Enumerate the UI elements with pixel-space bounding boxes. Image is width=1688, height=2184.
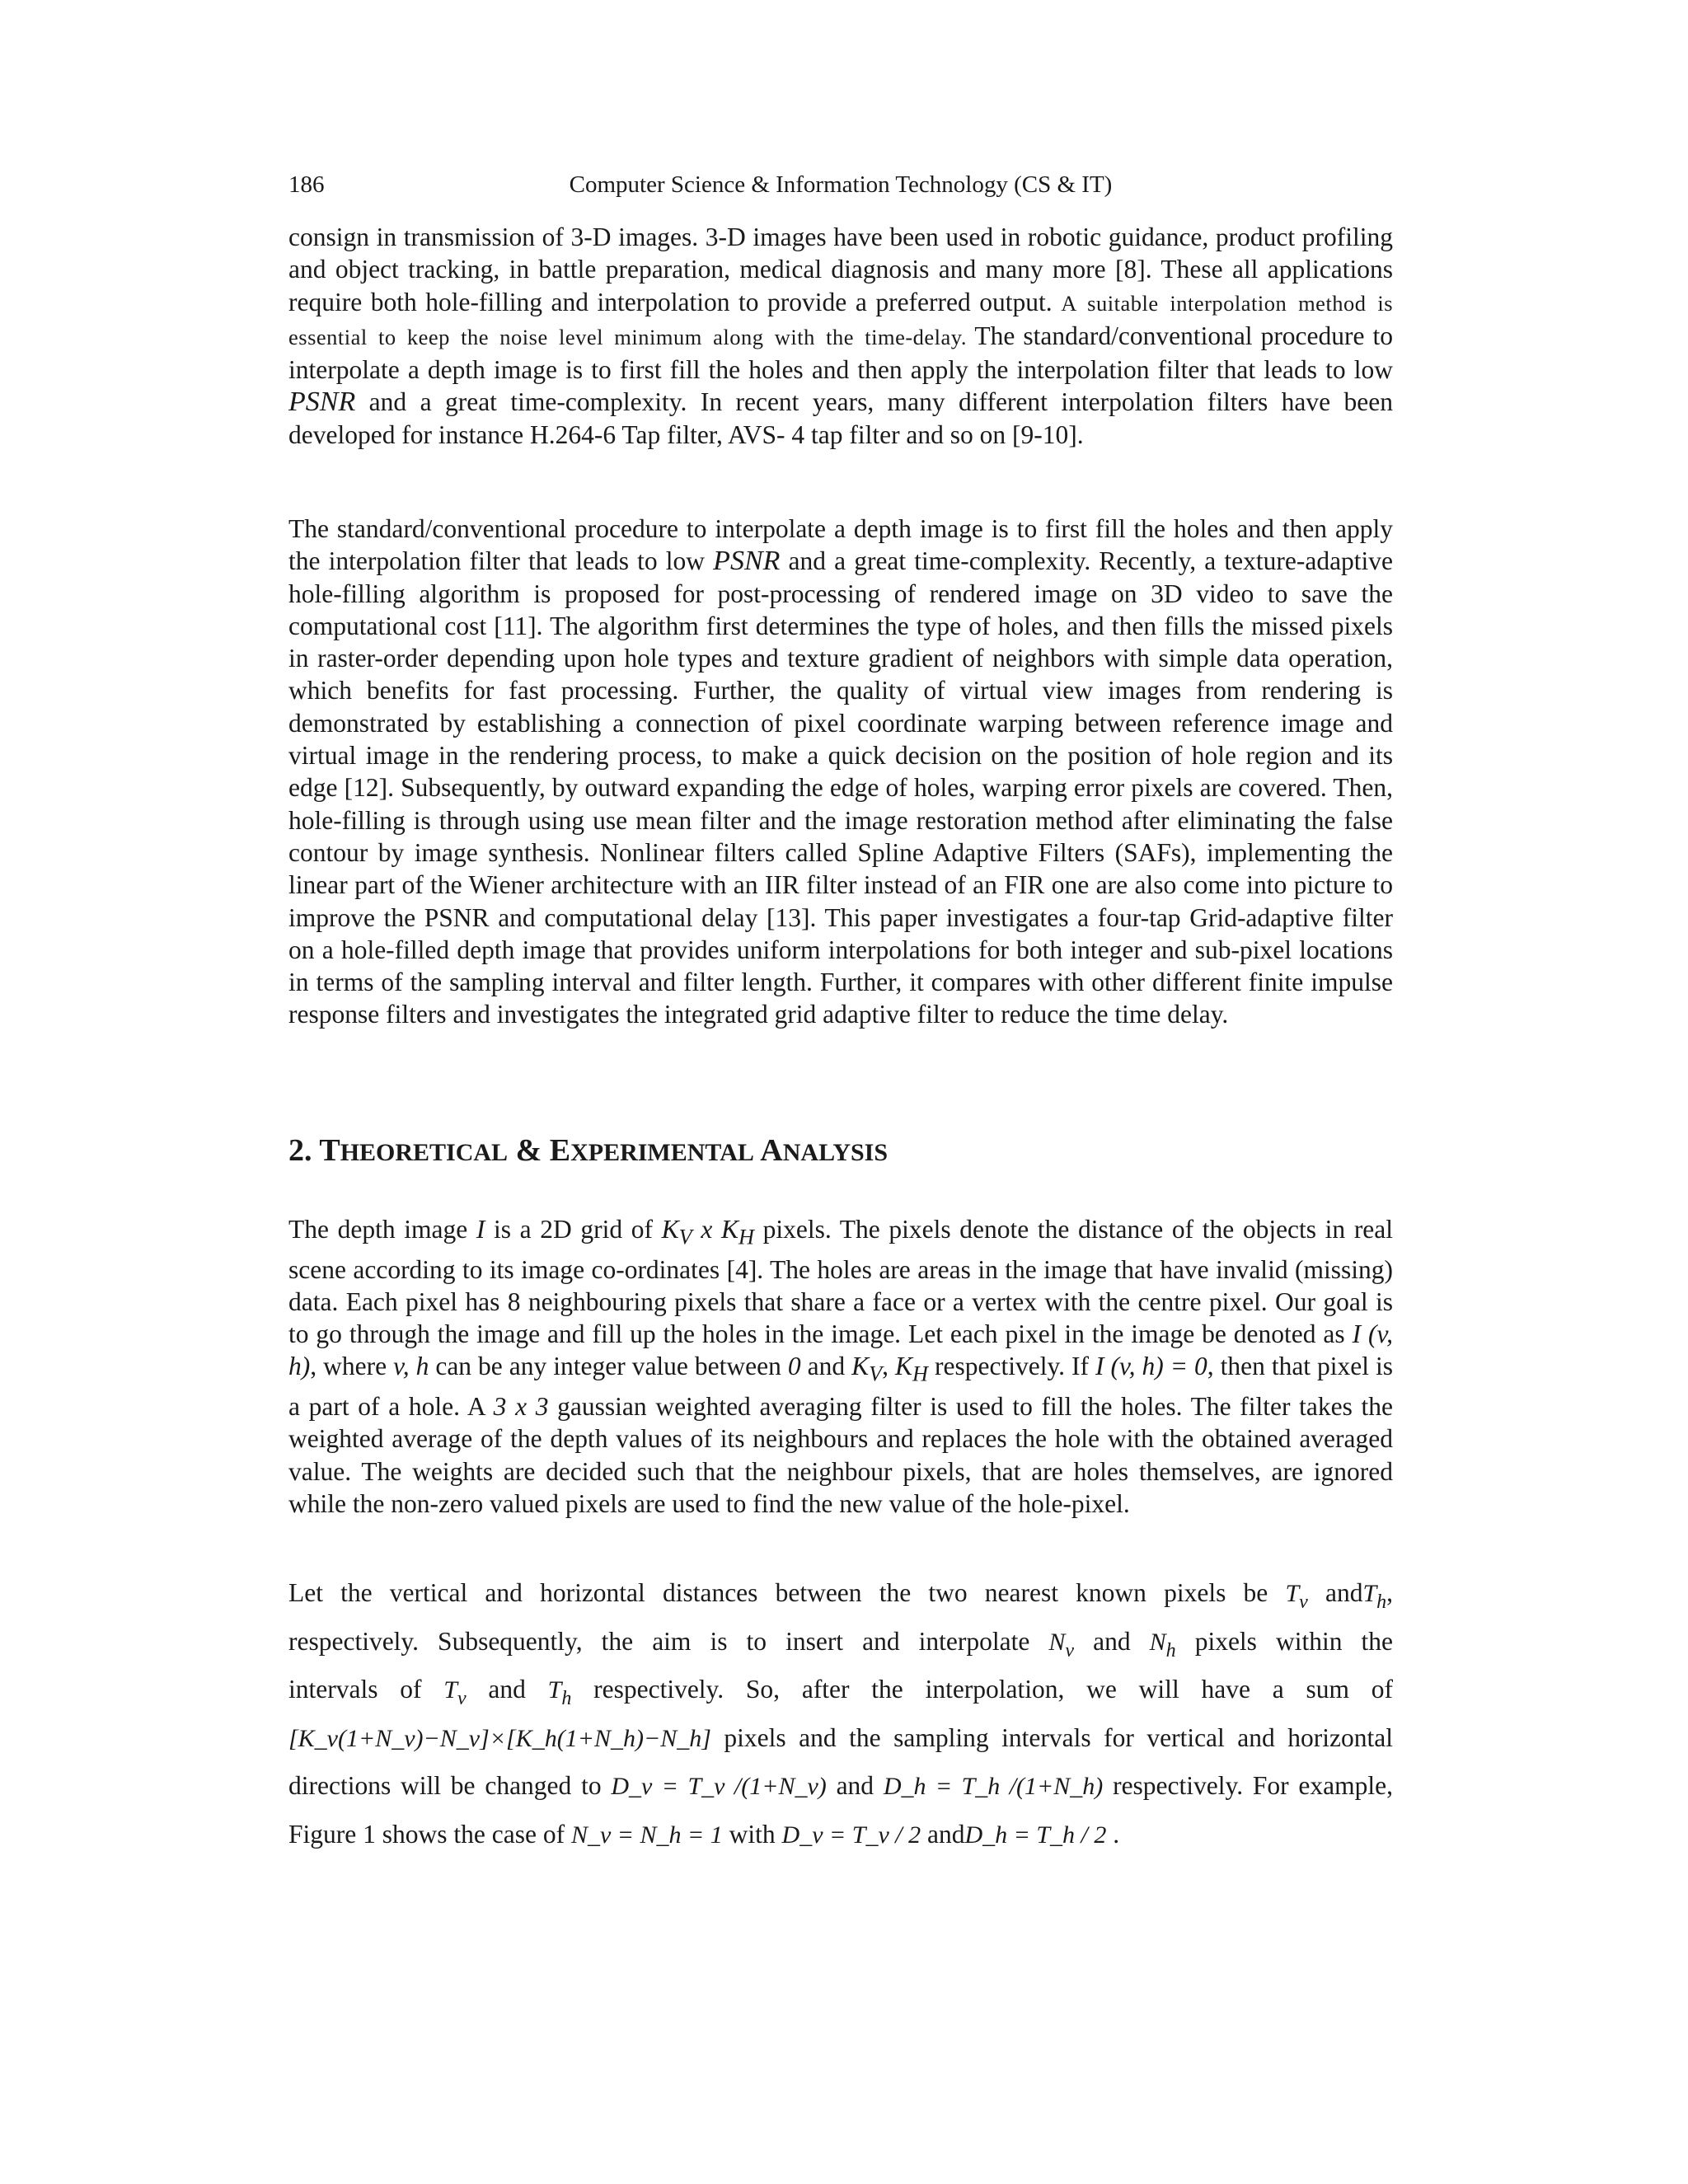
page-number: 186 <box>288 171 325 198</box>
formula-dh-half: D_h = T_h / 2 <box>964 1821 1107 1849</box>
para4-text: and <box>836 1771 874 1801</box>
math-subscript: H <box>912 1361 929 1386</box>
math-symbol: T <box>443 1676 457 1704</box>
para2-text-b: and a great time-complexity. Recently, a texture-adaptive hole-filling algorithm is proposed for post-processing of rendered image on 3D video to save the computational cost [11]. The algorithm first determines the type of holes, and then fills the missed pixels in raster-order depending upon hole types and texture gradient of neighbors with simple data operation, which benefits for fast processing. Further, the quality of virtual view images from rendering is demonstrated by establishing a connection of pixel coordinate warping between reference image and virtual image in the rendering process, to make a quick decision on the position of hole region and its edge [12]. Subsequently, by outward expanding the edge of holes, warping error pixels are covered. Then, hole-filling is through using use mean filter and the image restoration method after eliminating the false contour by image synthesis. Nonlinear filters called Spline Adaptive Filters (SAFs), implementing the linear part of the Wiener architecture with an IIR filter instead of an FIR one are also come into picture to improve the PSNR and computational delay [13]. This paper investigates a four-tap Grid-adaptive filter on a hole-filled depth image that provides uniform interpolations for both integer and sub-pixel locations in terms of the sampling interval and filter length. Further, it compares with other different finite impulse response filters and investigates the integrated grid adaptive filter to reduce the time delay. <box>288 546 1394 1029</box>
para3-text: , then that pixel is a part of a hole. A <box>288 1352 1394 1422</box>
math-subscript: v <box>1299 1591 1308 1613</box>
formula-pixel-count: [K_v(1+N_v)−N_v]×[K_h(1+N_h)−N_h] <box>288 1724 711 1752</box>
heading-small-caps: NALYSIS <box>782 1139 889 1166</box>
para3-text: gaussian weighted averaging filter is used to fill the holes. The filter takes the weighted average of the depth values of its neighbours and replaces the hole with the obtained averaged value. The weights are decided such that the neighbour pixels, that are holes themselves, are ignored while the non-zero valued pixels are used to find the new value of the hole-pixel. <box>288 1392 1394 1518</box>
math-subscript: h <box>1376 1591 1387 1613</box>
math-symbol: v, h <box>393 1352 429 1381</box>
math-symbol <box>1048 1628 1075 1661</box>
heading-initial: T <box>319 1133 340 1168</box>
para3-text: pixels. The pixels denote the distance of the objects in real scene according to its image co-ordinates [4]. The holes are areas in the image that have invalid (missing) data. Each pixel has 8 neighbouring pixels that share a face or a vertex with the centre pixel. Our goal is to go through the image and fill up the holes in the image. Let each pixel in the image be denoted as <box>288 1215 1394 1349</box>
psnr-symbol: PSNR <box>713 546 781 577</box>
math-subscript: H <box>738 1225 754 1249</box>
para4-text: with <box>729 1819 776 1849</box>
para4-text: and <box>1325 1578 1363 1607</box>
page-header <box>288 171 1393 208</box>
para3-text: can be any integer value between <box>435 1352 781 1381</box>
math-symbol: I (v, h) = 0 <box>1095 1352 1207 1381</box>
para4-text: intervals of <box>288 1675 422 1704</box>
section-heading <box>288 1132 1393 1169</box>
math-symbol: 3 x 3 <box>493 1392 549 1422</box>
heading-small-caps: XPERIMENTAL <box>570 1139 754 1166</box>
paragraph-2 <box>288 513 1393 1031</box>
para1-text-small: A suitable interpolation method is essential to keep the noise level minimum along with the time-delay. <box>288 290 1394 349</box>
running-head: Computer Science & Information Technology (CS & IT) <box>569 171 1113 198</box>
para4-text: pixels within the <box>1194 1626 1394 1656</box>
math-symbol: 0 <box>787 1352 801 1381</box>
math-subscript: v <box>457 1688 467 1710</box>
para4-text: and <box>1093 1626 1131 1656</box>
para3-text: , where <box>310 1352 387 1381</box>
para4-text: pixels and the sampling intervals for vertical and horizontal <box>724 1722 1394 1752</box>
math-subscript: h <box>1165 1639 1176 1661</box>
math-symbol: N <box>1149 1628 1166 1656</box>
para4-text: respectively. For example, <box>1113 1771 1394 1801</box>
text-line <box>288 1666 1393 1714</box>
heading-initial: E <box>549 1133 571 1168</box>
math-symbol <box>547 1676 572 1710</box>
para4-text: respectively. Subsequently, the aim is to insert and interpolate <box>288 1626 1030 1656</box>
math-subscript: v <box>1065 1639 1075 1661</box>
para4-text: respectively. So, after the interpolation, we will have a sum of <box>593 1675 1393 1704</box>
formula-dv-half: D_v = T_v / 2 <box>781 1821 921 1849</box>
section-number: 2. <box>288 1133 312 1168</box>
paragraph-3 <box>288 1213 1393 1520</box>
para4-text: and <box>926 1819 965 1849</box>
text-line <box>288 1714 1393 1763</box>
math-symbol: K <box>895 1352 913 1381</box>
math-symbol <box>1285 1580 1308 1613</box>
para2-text-a: The standard/conventional procedure to interpolate a depth image is to first fill the holes and then apply the interpolation filter that leads to low <box>288 514 1393 576</box>
text-line <box>288 1811 1393 1859</box>
text-line <box>288 1762 1393 1811</box>
heading-small-caps: HEORETICAL <box>340 1139 509 1166</box>
heading-ampersand: & <box>515 1133 542 1168</box>
paragraph-1 <box>288 221 1393 451</box>
para3-text: The depth image <box>288 1215 468 1244</box>
para4-text: Figure 1 shows the case of <box>288 1819 565 1849</box>
para3-text: and <box>807 1352 846 1381</box>
para4-text: and <box>488 1675 526 1704</box>
formula-dh: D_h = T_h /(1+N_h) <box>883 1773 1104 1801</box>
formula-nv-nh: N_v = N_h = 1 <box>570 1821 723 1849</box>
math-symbol: K <box>661 1215 679 1244</box>
math-symbol: x <box>701 1215 713 1244</box>
text-line <box>288 1618 1393 1666</box>
para1-text-a: consign in transmission of 3-D images. 3-D images have been used in robotic guidance, product profiling and object tracking, in battle preparation, medical diagnosis and many more [8]. These all applications require both hole-filling and interpolation to provide a preferred output. <box>288 223 1393 316</box>
para1-text-b: The standard/conventional procedure to interpolate a depth image is to first fill the holes and then apply the interpolation filter that leads to low <box>288 321 1394 385</box>
math-symbol: T <box>1362 1580 1377 1607</box>
math-symbol: K <box>720 1215 738 1244</box>
math-symbol: N <box>1048 1628 1066 1656</box>
math-symbol: I <box>476 1215 485 1244</box>
para3-text: , <box>882 1352 889 1381</box>
math-subscript: V <box>869 1361 883 1386</box>
heading-initial: A <box>760 1133 783 1168</box>
formula-dv: D_v = T_v /(1+N_v) <box>611 1773 827 1801</box>
para3-text: respectively. If <box>935 1352 1089 1381</box>
para4-text: Let the vertical and horizontal distances between the two nearest known pixels be <box>288 1578 1268 1607</box>
paragraph-4 <box>288 1569 1393 1859</box>
text-line <box>288 1569 1393 1618</box>
math-subscript: V <box>678 1225 692 1249</box>
math-symbol <box>1362 1580 1387 1613</box>
para3-text: is a 2D grid of <box>493 1215 653 1244</box>
math-symbol: T <box>547 1676 562 1704</box>
para4-text: . <box>1113 1819 1120 1849</box>
para4-text: , <box>1386 1578 1394 1607</box>
math-symbol <box>443 1676 467 1710</box>
math-symbol: T <box>1285 1580 1300 1607</box>
para1-text-c: and a great time-complexity. In recent years, many different interpolation filters have been developed for instance H.264-6 Tap filter, AVS- 4 tap filter and so on [9-10]. <box>288 387 1393 449</box>
math-symbol: K <box>851 1352 870 1381</box>
math-symbol <box>1149 1628 1176 1661</box>
psnr-symbol: PSNR <box>288 387 356 418</box>
math-subscript: h <box>561 1688 572 1710</box>
math-symbol: I (v, h) <box>288 1319 1394 1381</box>
para4-text: directions will be changed to <box>288 1771 602 1801</box>
